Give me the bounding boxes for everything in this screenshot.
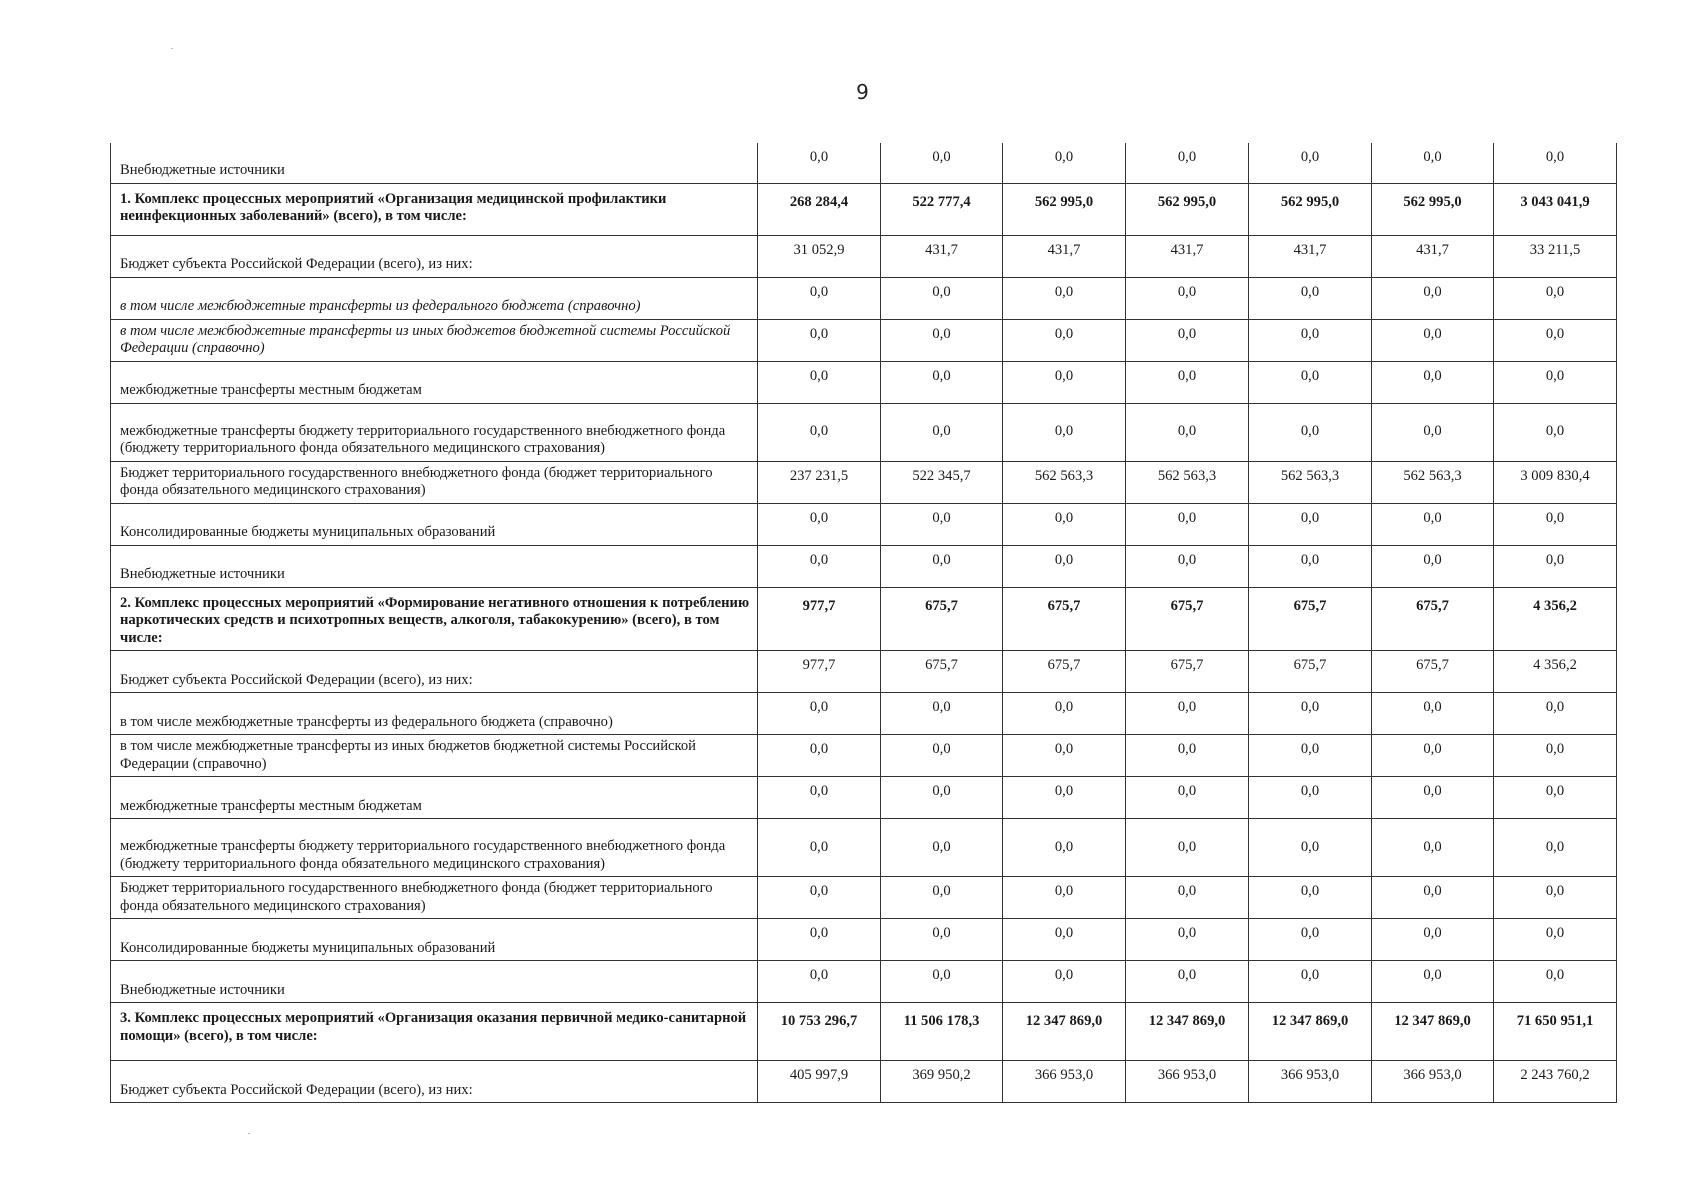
value-cell: 0,0 bbox=[758, 545, 881, 587]
value-cell: 0,0 bbox=[1249, 143, 1372, 183]
value-cell: 0,0 bbox=[758, 143, 881, 183]
value-cell: 0,0 bbox=[881, 143, 1003, 183]
budget-table bbox=[110, 143, 1617, 1103]
value-cell: 0,0 bbox=[1372, 545, 1494, 587]
value-cell: 0,0 bbox=[1494, 503, 1617, 545]
value-cell: 0,0 bbox=[1126, 545, 1249, 587]
table-row bbox=[111, 1003, 1617, 1061]
value-cell: 12 347 869,0 bbox=[1372, 1003, 1494, 1061]
value-cell: 0,0 bbox=[881, 503, 1003, 545]
value-cell: 0,0 bbox=[1372, 277, 1494, 319]
value-cell: 0,0 bbox=[1249, 361, 1372, 403]
value-cell: 522 345,7 bbox=[881, 461, 1003, 503]
value-cell: 0,0 bbox=[1372, 143, 1494, 183]
table-row bbox=[111, 651, 1617, 693]
value-cell: 562 563,3 bbox=[1003, 461, 1126, 503]
value-cell: 675,7 bbox=[1372, 587, 1494, 651]
value-cell: 675,7 bbox=[1003, 651, 1126, 693]
value-cell: 366 953,0 bbox=[1372, 1061, 1494, 1103]
row-label: межбюджетные трансферты местным бюджетам bbox=[111, 361, 758, 403]
value-cell: 369 950,2 bbox=[881, 1061, 1003, 1103]
value-cell: 0,0 bbox=[1126, 877, 1249, 919]
value-cell: 366 953,0 bbox=[1003, 1061, 1126, 1103]
row-label: Бюджет субъекта Российской Федерации (всего), из них: bbox=[111, 235, 758, 277]
table-row bbox=[111, 277, 1617, 319]
value-cell: 431,7 bbox=[1126, 235, 1249, 277]
row-label: 2. Комплекс процессных мероприятий «Формирование негативного отношения к потреблению наркотических средств и психотропных веществ, алкоголя, табакокурению» (всего), в том числе: bbox=[111, 587, 758, 651]
table-row bbox=[111, 735, 1617, 777]
value-cell: 0,0 bbox=[1126, 919, 1249, 961]
value-cell: 0,0 bbox=[1126, 319, 1249, 361]
value-cell: 268 284,4 bbox=[758, 183, 881, 235]
value-cell: 0,0 bbox=[1494, 961, 1617, 1003]
value-cell: 0,0 bbox=[881, 361, 1003, 403]
value-cell: 431,7 bbox=[1003, 235, 1126, 277]
value-cell: 0,0 bbox=[881, 919, 1003, 961]
value-cell: 0,0 bbox=[1126, 143, 1249, 183]
value-cell: 0,0 bbox=[1003, 961, 1126, 1003]
value-cell: 0,0 bbox=[758, 403, 881, 461]
value-cell: 0,0 bbox=[881, 961, 1003, 1003]
row-label: 3. Комплекс процессных мероприятий «Организация оказания первичной медико-санитарной помощи» (всего), в том числе: bbox=[111, 1003, 758, 1061]
value-cell: 0,0 bbox=[1003, 819, 1126, 877]
value-cell: 431,7 bbox=[1249, 235, 1372, 277]
value-cell: 522 777,4 bbox=[881, 183, 1003, 235]
value-cell: 11 506 178,3 bbox=[881, 1003, 1003, 1061]
value-cell: 0,0 bbox=[1003, 545, 1126, 587]
value-cell: 0,0 bbox=[1003, 735, 1126, 777]
value-cell: 0,0 bbox=[1126, 819, 1249, 877]
scan-speck bbox=[248, 1133, 250, 1134]
value-cell: 0,0 bbox=[1126, 277, 1249, 319]
row-label: 1. Комплекс процессных мероприятий «Организация медицинской профилактики неинфекционных заболеваний» (всего), в том числе: bbox=[111, 183, 758, 235]
value-cell: 4 356,2 bbox=[1494, 587, 1617, 651]
value-cell: 0,0 bbox=[1126, 777, 1249, 819]
row-label: в том числе межбюджетные трансферты из иных бюджетов бюджетной системы Российской Федерации (справочно) bbox=[111, 319, 758, 361]
row-label: Бюджет территориального государственного внебюджетного фонда (бюджет территориального фонда обязательного медицинского страхования) bbox=[111, 877, 758, 919]
value-cell: 0,0 bbox=[881, 277, 1003, 319]
value-cell: 0,0 bbox=[1372, 403, 1494, 461]
value-cell: 31 052,9 bbox=[758, 235, 881, 277]
row-label: Консолидированные бюджеты муниципальных образований bbox=[111, 919, 758, 961]
value-cell: 12 347 869,0 bbox=[1126, 1003, 1249, 1061]
value-cell: 0,0 bbox=[1003, 777, 1126, 819]
table-row bbox=[111, 461, 1617, 503]
table-row bbox=[111, 1061, 1617, 1103]
value-cell: 675,7 bbox=[1003, 587, 1126, 651]
value-cell: 0,0 bbox=[881, 735, 1003, 777]
value-cell: 675,7 bbox=[1249, 587, 1372, 651]
table-body bbox=[111, 143, 1617, 1103]
row-label: Бюджет субъекта Российской Федерации (всего), из них: bbox=[111, 651, 758, 693]
value-cell: 0,0 bbox=[1249, 877, 1372, 919]
value-cell: 0,0 bbox=[1249, 819, 1372, 877]
value-cell: 0,0 bbox=[1372, 777, 1494, 819]
table-row bbox=[111, 545, 1617, 587]
value-cell: 675,7 bbox=[1372, 651, 1494, 693]
row-label: в том числе межбюджетные трансферты из иных бюджетов бюджетной системы Российской Федерации (справочно) bbox=[111, 735, 758, 777]
value-cell: 0,0 bbox=[1494, 403, 1617, 461]
value-cell: 431,7 bbox=[881, 235, 1003, 277]
table-row bbox=[111, 319, 1617, 361]
value-cell: 0,0 bbox=[758, 361, 881, 403]
value-cell: 0,0 bbox=[758, 961, 881, 1003]
value-cell: 0,0 bbox=[1494, 545, 1617, 587]
value-cell: 562 563,3 bbox=[1126, 461, 1249, 503]
row-label: в том числе межбюджетные трансферты из федерального бюджета (справочно) bbox=[111, 693, 758, 735]
value-cell: 0,0 bbox=[758, 319, 881, 361]
value-cell: 0,0 bbox=[758, 777, 881, 819]
row-label: Внебюджетные источники bbox=[111, 143, 758, 183]
value-cell: 0,0 bbox=[1003, 693, 1126, 735]
value-cell: 0,0 bbox=[1003, 319, 1126, 361]
scan-speck bbox=[171, 48, 173, 49]
table-row bbox=[111, 587, 1617, 651]
value-cell: 0,0 bbox=[1249, 545, 1372, 587]
value-cell: 0,0 bbox=[1126, 961, 1249, 1003]
value-cell: 0,0 bbox=[1003, 919, 1126, 961]
value-cell: 0,0 bbox=[758, 277, 881, 319]
value-cell: 0,0 bbox=[758, 919, 881, 961]
value-cell: 0,0 bbox=[1372, 961, 1494, 1003]
table-row bbox=[111, 919, 1617, 961]
value-cell: 0,0 bbox=[881, 693, 1003, 735]
value-cell: 0,0 bbox=[1494, 319, 1617, 361]
value-cell: 0,0 bbox=[1249, 919, 1372, 961]
value-cell: 562 995,0 bbox=[1249, 183, 1372, 235]
value-cell: 0,0 bbox=[1494, 919, 1617, 961]
value-cell: 562 995,0 bbox=[1126, 183, 1249, 235]
value-cell: 0,0 bbox=[1003, 503, 1126, 545]
value-cell: 0,0 bbox=[1249, 777, 1372, 819]
value-cell: 0,0 bbox=[1126, 503, 1249, 545]
table-row bbox=[111, 693, 1617, 735]
value-cell: 0,0 bbox=[1249, 319, 1372, 361]
value-cell: 10 753 296,7 bbox=[758, 1003, 881, 1061]
row-label: Консолидированные бюджеты муниципальных образований bbox=[111, 503, 758, 545]
value-cell: 0,0 bbox=[881, 545, 1003, 587]
value-cell: 0,0 bbox=[1372, 693, 1494, 735]
value-cell: 0,0 bbox=[1372, 735, 1494, 777]
row-label: Внебюджетные источники bbox=[111, 961, 758, 1003]
value-cell: 0,0 bbox=[1003, 877, 1126, 919]
value-cell: 0,0 bbox=[1249, 693, 1372, 735]
value-cell: 0,0 bbox=[1249, 277, 1372, 319]
row-label: Бюджет территориального государственного внебюджетного фонда (бюджет территориального фонда обязательного медицинского страхования) bbox=[111, 461, 758, 503]
value-cell: 0,0 bbox=[1372, 319, 1494, 361]
table-row bbox=[111, 235, 1617, 277]
table-row bbox=[111, 877, 1617, 919]
table-row bbox=[111, 403, 1617, 461]
value-cell: 675,7 bbox=[1126, 651, 1249, 693]
value-cell: 562 563,3 bbox=[1372, 461, 1494, 503]
value-cell: 0,0 bbox=[1494, 735, 1617, 777]
value-cell: 12 347 869,0 bbox=[1249, 1003, 1372, 1061]
value-cell: 33 211,5 bbox=[1494, 235, 1617, 277]
value-cell: 0,0 bbox=[1494, 877, 1617, 919]
value-cell: 0,0 bbox=[1372, 361, 1494, 403]
value-cell: 0,0 bbox=[1003, 403, 1126, 461]
value-cell: 0,0 bbox=[1372, 819, 1494, 877]
value-cell: 3 009 830,4 bbox=[1494, 461, 1617, 503]
value-cell: 431,7 bbox=[1372, 235, 1494, 277]
table-row bbox=[111, 503, 1617, 545]
value-cell: 0,0 bbox=[1494, 143, 1617, 183]
value-cell: 0,0 bbox=[1126, 735, 1249, 777]
row-label: в том числе межбюджетные трансферты из федерального бюджета (справочно) bbox=[111, 277, 758, 319]
value-cell: 0,0 bbox=[1126, 361, 1249, 403]
value-cell: 0,0 bbox=[1003, 361, 1126, 403]
value-cell: 675,7 bbox=[1126, 587, 1249, 651]
value-cell: 0,0 bbox=[1249, 735, 1372, 777]
row-label: межбюджетные трансферты бюджету территориального государственного внебюджетного фонда (бюджету территориального фонда обязательного медицинского страхования) bbox=[111, 403, 758, 461]
value-cell: 562 995,0 bbox=[1003, 183, 1126, 235]
value-cell: 237 231,5 bbox=[758, 461, 881, 503]
value-cell: 0,0 bbox=[881, 403, 1003, 461]
value-cell: 0,0 bbox=[758, 735, 881, 777]
value-cell: 0,0 bbox=[881, 877, 1003, 919]
table-row bbox=[111, 361, 1617, 403]
value-cell: 0,0 bbox=[758, 503, 881, 545]
value-cell: 366 953,0 bbox=[1126, 1061, 1249, 1103]
value-cell: 977,7 bbox=[758, 587, 881, 651]
value-cell: 0,0 bbox=[881, 319, 1003, 361]
value-cell: 71 650 951,1 bbox=[1494, 1003, 1617, 1061]
row-label: Бюджет субъекта Российской Федерации (всего), из них: bbox=[111, 1061, 758, 1103]
row-label: Внебюджетные источники bbox=[111, 545, 758, 587]
value-cell: 562 995,0 bbox=[1372, 183, 1494, 235]
value-cell: 4 356,2 bbox=[1494, 651, 1617, 693]
value-cell: 0,0 bbox=[1126, 403, 1249, 461]
value-cell: 0,0 bbox=[881, 819, 1003, 877]
table-row bbox=[111, 819, 1617, 877]
value-cell: 0,0 bbox=[1494, 693, 1617, 735]
value-cell: 2 243 760,2 bbox=[1494, 1061, 1617, 1103]
value-cell: 0,0 bbox=[758, 693, 881, 735]
value-cell: 0,0 bbox=[1249, 403, 1372, 461]
value-cell: 0,0 bbox=[1494, 361, 1617, 403]
row-label: межбюджетные трансферты бюджету территориального государственного внебюджетного фонда (бюджету территориального фонда обязательного медицинского страхования) bbox=[111, 819, 758, 877]
value-cell: 0,0 bbox=[1003, 143, 1126, 183]
table-row bbox=[111, 961, 1617, 1003]
value-cell: 0,0 bbox=[1126, 693, 1249, 735]
value-cell: 0,0 bbox=[1494, 777, 1617, 819]
value-cell: 675,7 bbox=[1249, 651, 1372, 693]
value-cell: 675,7 bbox=[881, 587, 1003, 651]
value-cell: 0,0 bbox=[1494, 819, 1617, 877]
value-cell: 3 043 041,9 bbox=[1494, 183, 1617, 235]
table-row bbox=[111, 143, 1617, 183]
value-cell: 366 953,0 bbox=[1249, 1061, 1372, 1103]
value-cell: 562 563,3 bbox=[1249, 461, 1372, 503]
page-number: 9 bbox=[856, 80, 869, 104]
value-cell: 0,0 bbox=[1372, 919, 1494, 961]
value-cell: 0,0 bbox=[1249, 503, 1372, 545]
value-cell: 0,0 bbox=[758, 877, 881, 919]
value-cell: 0,0 bbox=[1494, 277, 1617, 319]
value-cell: 0,0 bbox=[758, 819, 881, 877]
value-cell: 0,0 bbox=[1003, 277, 1126, 319]
value-cell: 977,7 bbox=[758, 651, 881, 693]
value-cell: 12 347 869,0 bbox=[1003, 1003, 1126, 1061]
value-cell: 405 997,9 bbox=[758, 1061, 881, 1103]
value-cell: 0,0 bbox=[881, 777, 1003, 819]
value-cell: 0,0 bbox=[1249, 961, 1372, 1003]
table-row bbox=[111, 777, 1617, 819]
value-cell: 0,0 bbox=[1372, 877, 1494, 919]
value-cell: 675,7 bbox=[881, 651, 1003, 693]
table-row bbox=[111, 183, 1617, 235]
row-label: межбюджетные трансферты местным бюджетам bbox=[111, 777, 758, 819]
value-cell: 0,0 bbox=[1372, 503, 1494, 545]
